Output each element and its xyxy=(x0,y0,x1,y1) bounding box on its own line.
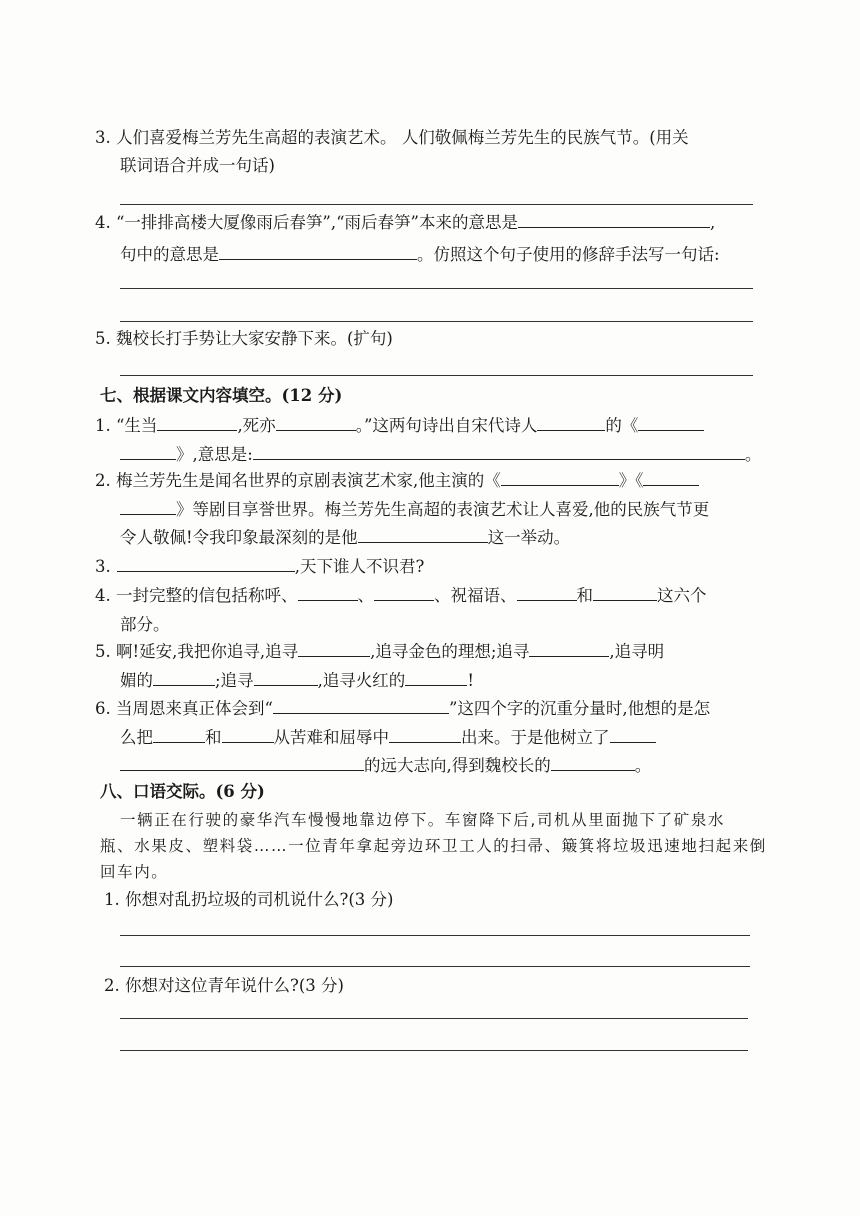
q6-item3-line1 xyxy=(95,126,689,150)
blank[interactable] xyxy=(222,726,274,743)
q7-item6-line2: 么把 和 从苦难和屈辱中 出来。于是他树立了 xyxy=(120,726,656,750)
answer-line[interactable] xyxy=(120,321,753,322)
answer-line[interactable] xyxy=(120,288,753,289)
q7-item5-line1: 5. 啊!延安,我把你追寻,追寻 ,追寻金色的理想;追寻 ,追寻明 xyxy=(95,642,665,661)
blank[interactable] xyxy=(610,726,656,743)
blank[interactable] xyxy=(518,211,710,228)
passage-line: 瓶、水果皮、塑料袋……一位青年拿起旁边环卫工人的扫帚、簸箕将垃圾迅速地扫起来倒 xyxy=(100,837,767,855)
blank[interactable] xyxy=(153,726,205,743)
q7-item1-line1: 1. “生当 ,死亦 。”这两句诗出自宋代诗人 的《 xyxy=(95,414,704,438)
blank[interactable] xyxy=(374,584,434,601)
blank[interactable] xyxy=(120,443,176,460)
q8-question-2: 2. 你想对这位青年说什么?(3 分) xyxy=(104,976,344,995)
answer-line[interactable] xyxy=(120,375,753,376)
section-7-heading: 七、根据课文内容填空。(12 分) xyxy=(100,386,343,405)
blank[interactable] xyxy=(298,584,358,601)
blank[interactable] xyxy=(253,443,745,460)
q7-item1-line2: 》,意思是: 。 xyxy=(120,443,761,467)
q6-item5-text: 5. 魏校长打手势让大家安静下来。(扩句) xyxy=(95,329,393,348)
q7-item6-line3: 的远大志向,得到魏校长的 。 xyxy=(120,754,651,778)
q6-item3-text: 3. 人们喜爱梅兰芳先生高超的表演艺术。 人们敬佩梅兰芳先生的民族气节。(用关 xyxy=(95,128,689,147)
answer-line[interactable] xyxy=(120,1018,748,1019)
q7-item2-line3: 令人敬佩!令我印象最深刻的是他 这一举动。 xyxy=(120,528,571,547)
blank[interactable] xyxy=(501,469,619,486)
blank[interactable] xyxy=(219,243,417,260)
q7-item4-line1: 4. 一封完整的信包括称呼、 、 、祝福语、 和 这六个 xyxy=(95,586,707,605)
q7-item6-line1: 6. 当周恩来真正体会到“ ”这四个字的沉重分量时,他想的是怎 xyxy=(95,699,711,718)
blank[interactable] xyxy=(593,584,657,601)
answer-line[interactable] xyxy=(120,204,753,205)
blank[interactable] xyxy=(276,414,356,431)
blank[interactable] xyxy=(120,498,176,515)
blank[interactable] xyxy=(529,640,609,657)
blank[interactable] xyxy=(405,669,467,686)
answer-line[interactable] xyxy=(120,1050,748,1051)
blank[interactable] xyxy=(153,669,215,686)
blank[interactable] xyxy=(551,754,635,771)
q7-item4-line2: 部分。 xyxy=(120,615,170,634)
blank[interactable] xyxy=(273,697,449,714)
q6-item3-line2 xyxy=(120,154,275,178)
passage-line: 一辆正在行驶的豪华汽车慢慢地靠边停下。车窗降下后,司机从里面抛下了矿泉水 xyxy=(120,811,726,829)
blank[interactable] xyxy=(120,754,364,771)
passage-line: 回车内。 xyxy=(100,863,169,881)
blank[interactable] xyxy=(643,469,699,486)
blank[interactable] xyxy=(389,726,461,743)
q7-item3-line: 3. ,天下谁人不识君? xyxy=(95,557,425,576)
blank[interactable] xyxy=(298,640,370,657)
blank[interactable] xyxy=(537,414,605,431)
answer-line[interactable] xyxy=(120,966,750,967)
blank[interactable] xyxy=(254,669,318,686)
section-8-heading: 八、口语交际。(6 分) xyxy=(100,782,265,801)
q7-item2-line2: 》等剧目享誉世界。梅兰芳先生高超的表演艺术让人喜爱,他的民族气节更 xyxy=(120,498,709,522)
blank[interactable] xyxy=(117,555,295,572)
answer-line[interactable] xyxy=(120,935,750,936)
blank[interactable] xyxy=(517,584,577,601)
blank[interactable] xyxy=(157,414,237,431)
q6-item5-line xyxy=(95,327,393,351)
q6-item4-line1: 4. “一排排高楼大厦像雨后春笋”,“雨后春笋”本来的意思是 , xyxy=(95,213,716,232)
blank[interactable] xyxy=(358,526,488,543)
q6-item3-text2: 联词语合并成一句话) xyxy=(120,156,275,175)
q6-item4-line2: 句中的意思是 。仿照这个句子使用的修辞手法写一句话: xyxy=(120,245,720,264)
q7-item5-line2: 媚的 ;追寻 ,追寻火红的 ! xyxy=(120,671,474,690)
blank[interactable] xyxy=(638,414,704,431)
q7-item2-line1: 2. 梅兰芳先生是闻名世界的京剧表演艺术家,他主演的《 》《 xyxy=(95,469,699,493)
q8-question-1: 1. 你想对乱扔垃圾的司机说什么?(3 分) xyxy=(104,890,394,909)
